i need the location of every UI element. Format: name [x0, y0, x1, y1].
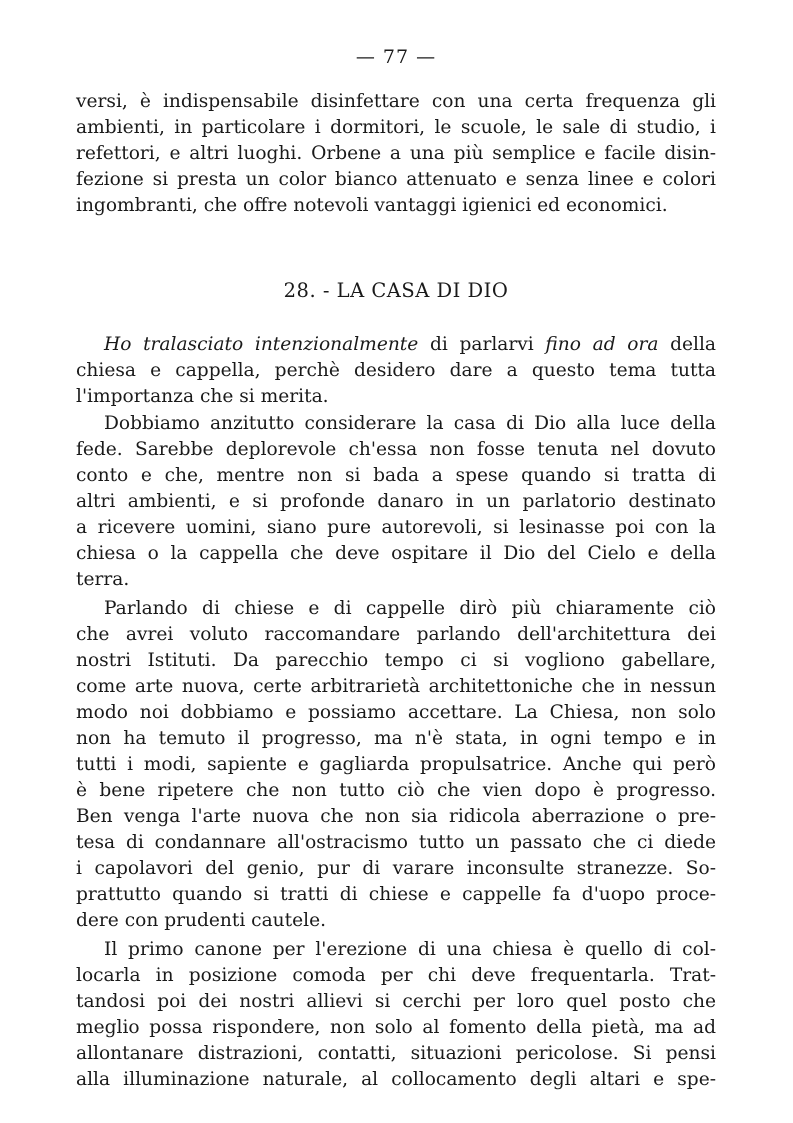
text-line: tutti i modi, sapiente e gagliarda propulsatrice. Anche qui però — [76, 754, 716, 775]
text-line-first — [104, 332, 716, 358]
text-line: tandosi poi dei nostri allievi si cerchi per loro quel posto che — [76, 991, 716, 1012]
text-line: è bene ripetere che non tutto ciò che vien dopo è progresso. — [76, 780, 716, 801]
text-line: che avrei voluto raccomandare parlando dell'architettura dei — [76, 624, 716, 645]
italic-text: fino ad ora — [545, 334, 659, 355]
text-line: dere con prudenti cautele. — [76, 910, 326, 931]
text-line: allontanare distrazioni, contatti, situazioni pericolose. Si pensi — [76, 1043, 716, 1064]
text-line: Parlando di chiese e di cappelle dirò più chiaramente ciò — [104, 598, 716, 619]
text-line: non ha temuto il progresso, ma n'è stata, in ogni tempo e in — [76, 728, 716, 749]
text-line: come arte nuova, certe arbitrarietà architettoniche che in nessun — [76, 676, 716, 697]
text-line: alla illuminazione naturale, al collocamento degli altari e spe- — [76, 1069, 716, 1090]
regular-text: della — [658, 334, 716, 355]
section-heading: 28. - LA CASA DI DIO — [283, 279, 509, 302]
text-line: versi, è indispensabile disinfettare con una certa frequenza gli — [76, 91, 716, 112]
text-line: refettori, e altri luoghi. Orbene a una più semplice e facile disin- — [76, 143, 716, 164]
text-line: modo noi dobbiamo e possiamo accettare. La Chiesa, non solo — [76, 702, 716, 723]
text-line: prattutto quando si tratti di chiese e cappelle fa d'uopo proce- — [76, 884, 716, 905]
text-line: Ben venga l'arte nuova che non sia ridicola aberrazione o pre- — [76, 806, 716, 827]
text-line: Dobbiamo anzitutto considerare la casa di Dio alla luce della — [104, 413, 716, 434]
text-line: l'importanza che si merita. — [76, 386, 329, 407]
text-line: locarla in posizione comoda per chi deve frequentarla. Trat- — [76, 965, 716, 986]
text-line: nostri Istituti. Da parecchio tempo ci si vogliono gabellare, — [76, 650, 716, 671]
text-line: fede. Sarebbe deplorevole ch'essa non fosse tenuta nel dovuto — [76, 439, 716, 460]
text-line: ingombranti, che offre notevoli vantaggi igienici ed economici. — [76, 195, 668, 216]
text-line: chiesa o la cappella che deve ospitare il Dio del Cielo e della — [76, 543, 716, 564]
text-line: chiesa e cappella, perchè desidero dare a questo tema tutta — [76, 360, 716, 381]
text-line: ambienti, in particolare i dormitori, le scuole, le sale di studio, i — [76, 117, 716, 138]
text-line: fezione si presta un color bianco attenuato e senza linee e colori — [76, 169, 716, 190]
regular-text: di parlarvi — [418, 334, 546, 355]
italic-text: Ho tralasciato intenzionalmente — [104, 334, 419, 355]
text-line: Il primo canone per l'erezione di una chiesa è quello di col- — [104, 939, 716, 960]
text-line: a ricevere uomini, siano pure autorevoli, si lesinasse poi con la — [76, 517, 716, 538]
text-line: tesa di condannare all'ostracismo tutto un passato che ci diede — [76, 832, 716, 853]
text-line: meglio possa rispondere, non solo al fomento della pietà, ma ad — [76, 1017, 716, 1038]
page-number: — 77 — — [355, 46, 437, 68]
text-line: altri ambienti, e si profonde danaro in un parlatorio destinato — [76, 491, 716, 512]
text-line: conto e che, mentre non si bada a spese quando si tratta di — [76, 465, 716, 486]
text-line: terra. — [76, 569, 130, 590]
text-line: i capolavori del genio, pur di varare inconsulte stranezze. So- — [76, 858, 716, 879]
